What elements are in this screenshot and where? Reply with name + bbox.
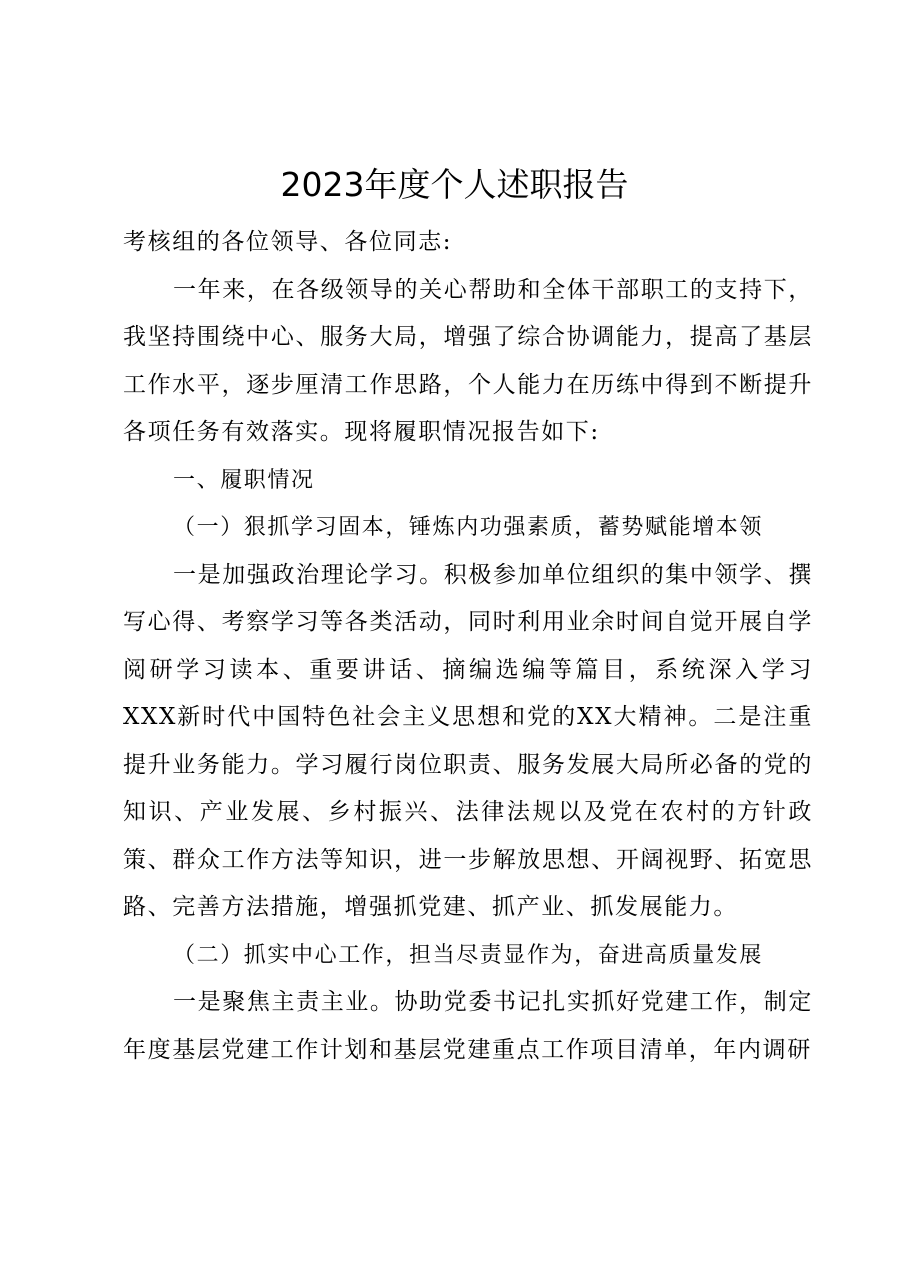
subsection-paragraph-2: 一是聚焦主责主业。协助党委书记扎实抓好党建工作，制定年度基层党建工作计划和基层党建重点工作项目清单，年内调研	[123, 989, 813, 1063]
subsection-paragraph-1: 一是加强政治理论学习。积极参加单位组织的集中领学、撰写心得、考察学习等各类活动，同时利用业余时间自觉开展自学阅研学习读本、重要讲话、摘编选编等篇目，系统深入学习XXX新时代中国特色社会主义思想和党的XX大精神。二是注重提升业务能力。学习履行岗位职责、服务发展大局所必备的党的知识、产业发展、乡村振兴、法律法规以及党在农村的方针政策、群众工作方法等知识，进一步解放思想、开阔视野、拓宽思路、完善方法措施，增强抓党建、抓产业、抓发展能力。	[123, 561, 813, 920]
salutation: 考核组的各位领导、各位同志:	[123, 229, 453, 255]
intro-paragraph: 一年来，在各级领导的关心帮助和全体干部职工的支持下，我坚持围绕中心、服务大局，增强了综合协调能力，提高了基层工作水平，逐步厘清工作思路，个人能力在历练中得到不断提升各项任务有效落实。现将履职情况报告如下:	[123, 276, 813, 445]
subsection-heading-2: （二）抓实中心工作，担当尽责显作为，奋进高质量发展	[173, 942, 764, 968]
document-body	[123, 219, 813, 1074]
section-heading-1: 一、履职情况	[173, 467, 315, 493]
document-title: 2023年度个人述职报告	[280, 165, 629, 204]
subsection-heading-1: （一）狠抓学习固本，锤炼内功强素质，蓄势赋能增本领	[173, 515, 764, 540]
